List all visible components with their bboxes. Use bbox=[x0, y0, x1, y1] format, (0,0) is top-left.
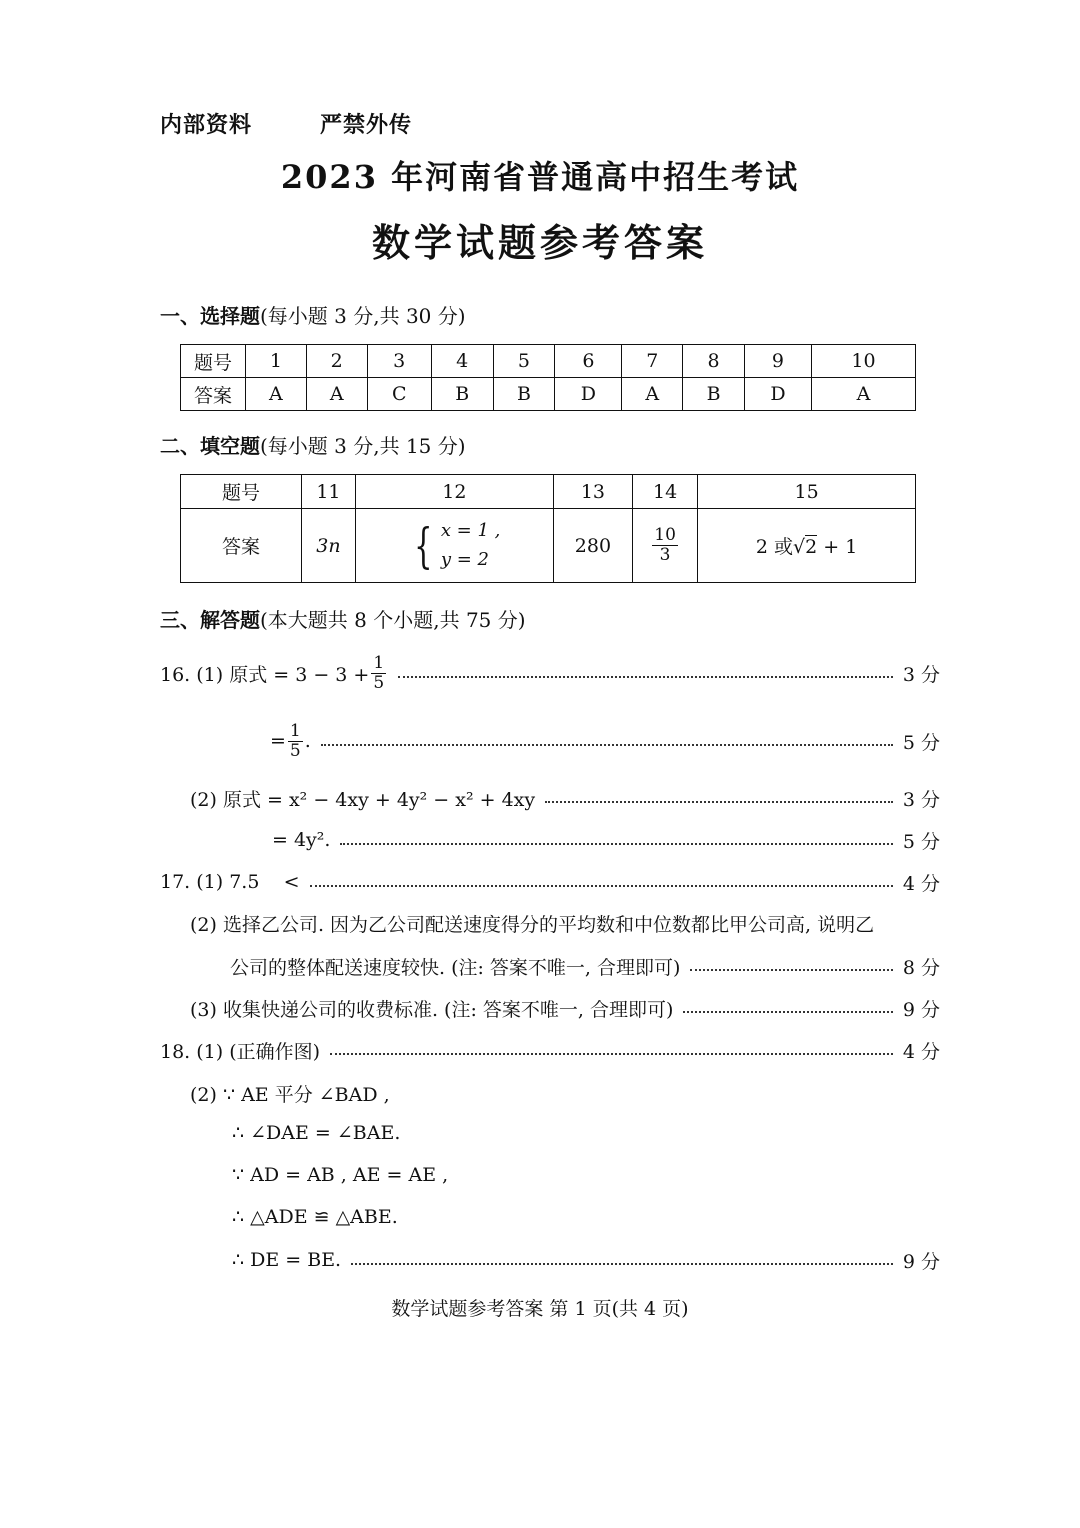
document-subtitle: 数学试题参考答案 bbox=[371, 220, 708, 265]
sqrt-icon: √ bbox=[792, 536, 806, 558]
q18-part1-line bbox=[160, 1036, 940, 1064]
row-label: 题号 bbox=[181, 345, 246, 378]
dot-leader bbox=[340, 843, 892, 845]
q18-proof-line: ∵ AD = AB , AE = AE , bbox=[232, 1164, 449, 1186]
question-number: 15 bbox=[698, 475, 916, 509]
dot-leader bbox=[330, 1053, 893, 1055]
question-number: 1 bbox=[246, 345, 307, 378]
question-number: 5 bbox=[493, 345, 555, 378]
question-number: 2 bbox=[306, 345, 367, 378]
q16-part1-expression: 16. (1) 原式 = 3 − 3 + bbox=[160, 663, 370, 686]
row-label: 答案 bbox=[181, 509, 302, 583]
q17-part2-text-line2: 公司的整体配送速度较快. (注: 答案不唯一, 合理即可) bbox=[230, 956, 681, 979]
answer-prefix: 2 或 bbox=[755, 536, 793, 558]
q17-part1-answer: 17. (1) 7.5 < bbox=[160, 871, 300, 893]
question-number: 3 bbox=[367, 345, 431, 378]
dot-leader bbox=[398, 676, 893, 678]
q18-proof-line: ∴ ∠DAE = ∠BAE. bbox=[232, 1122, 401, 1144]
section3-heading bbox=[160, 604, 526, 633]
answer-suffix: + 1 bbox=[823, 536, 858, 558]
q16-part2-expression: (2) 原式 = x² − 4xy + 4y² − x² + 4xy bbox=[190, 788, 536, 811]
dot-leader bbox=[310, 885, 893, 887]
answer-cell: A bbox=[622, 378, 683, 411]
section2-title: 二、填空题 bbox=[160, 434, 260, 458]
period: . bbox=[304, 730, 311, 752]
answer-cell: B bbox=[683, 378, 745, 411]
question-number: 9 bbox=[744, 345, 811, 378]
fraction-numerator: 1 bbox=[373, 652, 385, 673]
fill-answer-table bbox=[180, 474, 916, 583]
dot-leader bbox=[321, 744, 893, 746]
dot-leader bbox=[690, 969, 892, 971]
score-label: 5 分 bbox=[902, 731, 940, 754]
radicand: 2 bbox=[805, 536, 818, 558]
answer-cell: 280 bbox=[553, 509, 632, 583]
score-label: 4 分 bbox=[902, 872, 940, 895]
fraction-numerator: 10 bbox=[654, 525, 676, 546]
q16-part1-result-line bbox=[270, 718, 940, 764]
section1-note: (每小题 3 分,共 30 分) bbox=[260, 304, 466, 328]
question-number: 12 bbox=[355, 475, 553, 509]
fraction-denominator: 5 bbox=[289, 740, 301, 761]
answer-cell: 3n bbox=[302, 509, 356, 583]
q16-part2-result: = 4y². bbox=[272, 829, 331, 851]
q18-proof-line: ∴ △ADE ≌ △ABE. bbox=[232, 1206, 398, 1228]
answer-cell: D bbox=[555, 378, 622, 411]
page-footer: 数学试题参考答案 第 1 页(共 4 页) bbox=[391, 1298, 689, 1320]
question-number: 14 bbox=[633, 475, 698, 509]
question-number: 13 bbox=[553, 475, 632, 509]
fraction-denominator: 3 bbox=[659, 545, 671, 565]
equals-sign: = bbox=[270, 730, 286, 752]
brace-symbol: { bbox=[414, 517, 433, 574]
q18-conclusion-line bbox=[232, 1246, 940, 1274]
equation-line: y = 2 bbox=[440, 548, 489, 570]
q18-proof-conclusion: ∴ DE = BE. bbox=[232, 1249, 342, 1271]
q16-part2-line bbox=[190, 784, 940, 812]
fraction bbox=[371, 654, 386, 692]
section2-note: (每小题 3 分,共 15 分) bbox=[260, 434, 466, 458]
section3-note: (本大题共 8 个小题,共 75 分) bbox=[260, 608, 526, 632]
equation-system bbox=[408, 517, 500, 575]
choice-number-row bbox=[181, 345, 916, 378]
dot-leader bbox=[351, 1263, 893, 1265]
q17-part2-text-line1: (2) 选择乙公司. 因为乙公司配送速度得分的平均数和中位数都比甲公司高, 说明乙 bbox=[190, 914, 875, 936]
dot-leader bbox=[545, 801, 893, 803]
answer-cell: D bbox=[744, 378, 811, 411]
question-number: 6 bbox=[555, 345, 622, 378]
q16-part2-result-line bbox=[272, 826, 940, 854]
question-number: 8 bbox=[683, 345, 745, 378]
q16-part1-line bbox=[160, 650, 940, 696]
section1-heading bbox=[160, 300, 466, 329]
answer-cell bbox=[633, 509, 698, 583]
question-number: 4 bbox=[431, 345, 493, 378]
choice-answer-row bbox=[181, 378, 916, 411]
question-number: 10 bbox=[811, 345, 915, 378]
fraction bbox=[288, 722, 303, 760]
choice-answer-table bbox=[180, 344, 916, 411]
answer-cell: A bbox=[306, 378, 367, 411]
q18-proof-line: (2) ∵ AE 平分 ∠BAD , bbox=[190, 1084, 390, 1106]
section1-title: 一、选择题 bbox=[160, 304, 260, 328]
q18-part1-text: 18. (1) (正确作图) bbox=[160, 1040, 321, 1063]
fraction bbox=[652, 526, 678, 564]
section3-title: 三、解答题 bbox=[160, 608, 260, 632]
answer-cell: A bbox=[246, 378, 307, 411]
fraction-denominator: 5 bbox=[373, 672, 385, 693]
q17-part3-text: (3) 收集快递公司的收费标准. (注: 答案不唯一, 合理即可) bbox=[190, 998, 674, 1021]
fill-answer-row bbox=[181, 509, 916, 583]
answer-cell: B bbox=[431, 378, 493, 411]
question-number: 7 bbox=[622, 345, 683, 378]
q17-part3-line bbox=[190, 994, 940, 1022]
score-label: 4 分 bbox=[902, 1040, 940, 1063]
equation-line: x = 1 , bbox=[440, 519, 501, 541]
question-number: 11 bbox=[302, 475, 356, 509]
answer-cell bbox=[698, 509, 916, 583]
answer-cell: C bbox=[367, 378, 431, 411]
answer-cell: B bbox=[493, 378, 555, 411]
q17-part2-line2 bbox=[230, 952, 940, 980]
section2-heading bbox=[160, 430, 466, 459]
fraction-numerator: 1 bbox=[289, 720, 301, 741]
score-label: 9 分 bbox=[902, 998, 940, 1021]
internal-notice: 内部资料 严禁外传 bbox=[160, 112, 412, 138]
row-label: 题号 bbox=[181, 475, 302, 509]
score-label: 9 分 bbox=[902, 1250, 940, 1273]
answer-cell: A bbox=[811, 378, 915, 411]
score-label: 3 分 bbox=[902, 663, 940, 686]
score-label: 5 分 bbox=[902, 830, 940, 853]
fill-number-row bbox=[181, 475, 916, 509]
q17-part1-line bbox=[160, 868, 940, 896]
answer-cell bbox=[355, 509, 553, 583]
row-label: 答案 bbox=[181, 378, 246, 411]
score-label: 3 分 bbox=[902, 788, 940, 811]
dot-leader bbox=[683, 1011, 892, 1013]
score-label: 8 分 bbox=[902, 956, 940, 979]
exam-title: 2023 年河南省普通高中招生考试 bbox=[280, 158, 800, 196]
